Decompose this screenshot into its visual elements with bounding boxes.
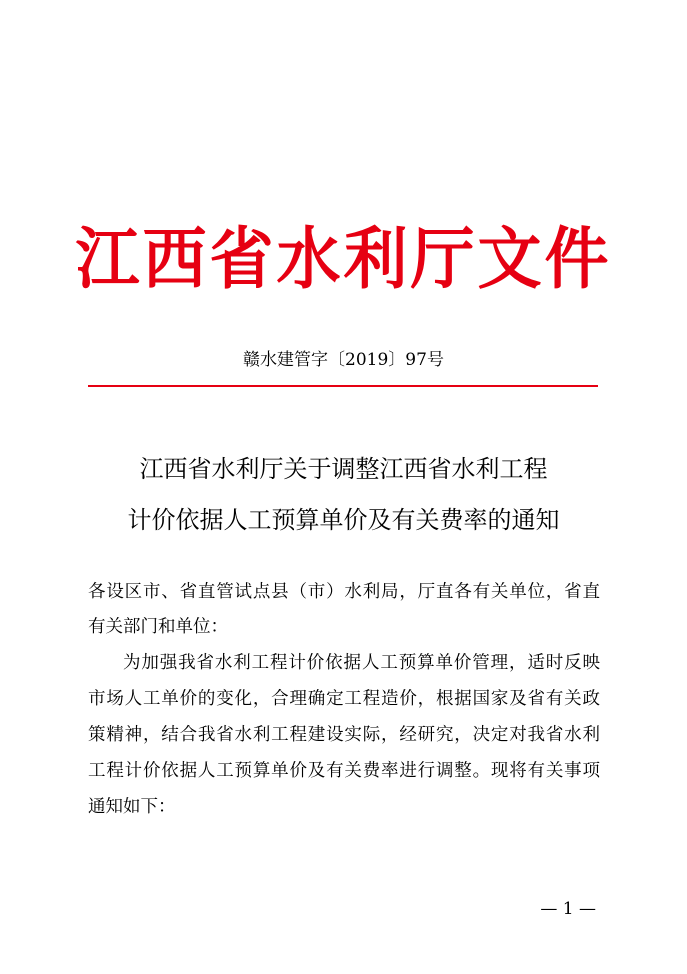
body-line-2: 市场人工单价的变化，合理确定工程造价，根据国家及省有关政 [88,689,600,709]
document-title-line-1: 江西省水利厅关于调整江西省水利工程 [139,455,548,483]
body-line-5: 通知如下： [88,797,176,817]
page-number: — 1 — [540,899,596,919]
body-line-4: 工程计价依据人工预算单价及有关费率进行调整。现将有关事项 [88,761,600,781]
issuing-authority-header: 江西省水利厅文件 [75,220,612,299]
body-line-1: 为加强我省水利工程计价依据人工预算单价管理，适时反映 [123,653,600,673]
document-title-line-2: 计价依据人工预算单价及有关费率的通知 [127,506,560,534]
addressee-line-1: 各设区市、省直管试点县（市）水利局，厅直各有关单位，省直 [88,582,600,602]
red-divider-line [88,385,598,387]
addressee-line-2: 有关部门和单位： [88,617,228,637]
body-line-3: 策精神，结合我省水利工程建设实际，经研究，决定对我省水利 [88,725,600,745]
document-number: 赣水建管字〔2019〕97号 [243,350,444,370]
